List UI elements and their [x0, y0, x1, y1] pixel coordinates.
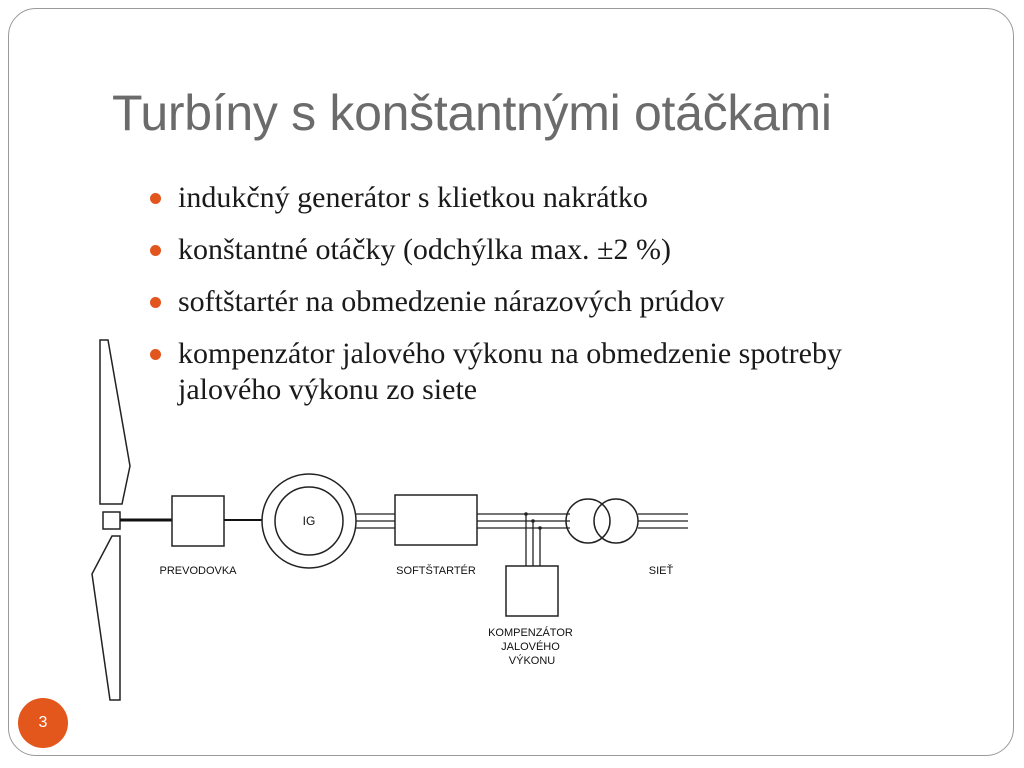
junction-dot — [538, 526, 542, 530]
rotor-blade-upper — [100, 340, 130, 504]
rotor-hub — [103, 512, 120, 529]
bullet-item — [150, 284, 890, 320]
bullet-text: indukčný generátor s klietkou nakrátko — [178, 181, 648, 214]
generator-label: IG — [302, 514, 316, 528]
wind-turbine-diagram — [0, 330, 720, 710]
bullet-icon — [150, 193, 161, 204]
compensator-label-line: JALOVÉHO — [501, 641, 560, 653]
bullet-item — [150, 180, 890, 216]
transformer-primary-coil — [566, 499, 610, 543]
compensator-label-line: VÝKONU — [508, 655, 556, 667]
gearbox-label: PREVODOVKA — [159, 565, 237, 577]
slide-title: Turbíny s konštantnými otáčkami — [112, 85, 832, 141]
softstarter-box — [395, 495, 477, 545]
transformer-secondary-coil — [594, 499, 638, 543]
grid-label: SIEŤ — [648, 565, 674, 577]
bullet-item — [150, 232, 890, 268]
bullet-text: kompenzátor jalového výkonu na obmedzenie spotreby jalového výkonu zo siete — [178, 337, 842, 406]
bullet-icon — [150, 245, 161, 256]
rotor-blade-lower — [92, 536, 120, 700]
bullet-icon — [150, 297, 161, 308]
junction-dot — [524, 512, 528, 516]
page-number-badge: 3 — [18, 698, 68, 748]
bullet-text: konštantné otáčky (odchýlka max. ±2 %) — [178, 233, 671, 266]
softstarter-label: SOFTŠTARTÉR — [396, 565, 476, 577]
junction-dot — [531, 519, 535, 523]
bullet-text: softštartér na obmedzenie nárazových prúdov — [178, 285, 725, 318]
compensator-label — [488, 626, 576, 667]
compensator-label-line: KOMPENZÁTOR — [488, 627, 573, 639]
gearbox-box — [172, 496, 224, 546]
compensator-box — [506, 566, 558, 616]
